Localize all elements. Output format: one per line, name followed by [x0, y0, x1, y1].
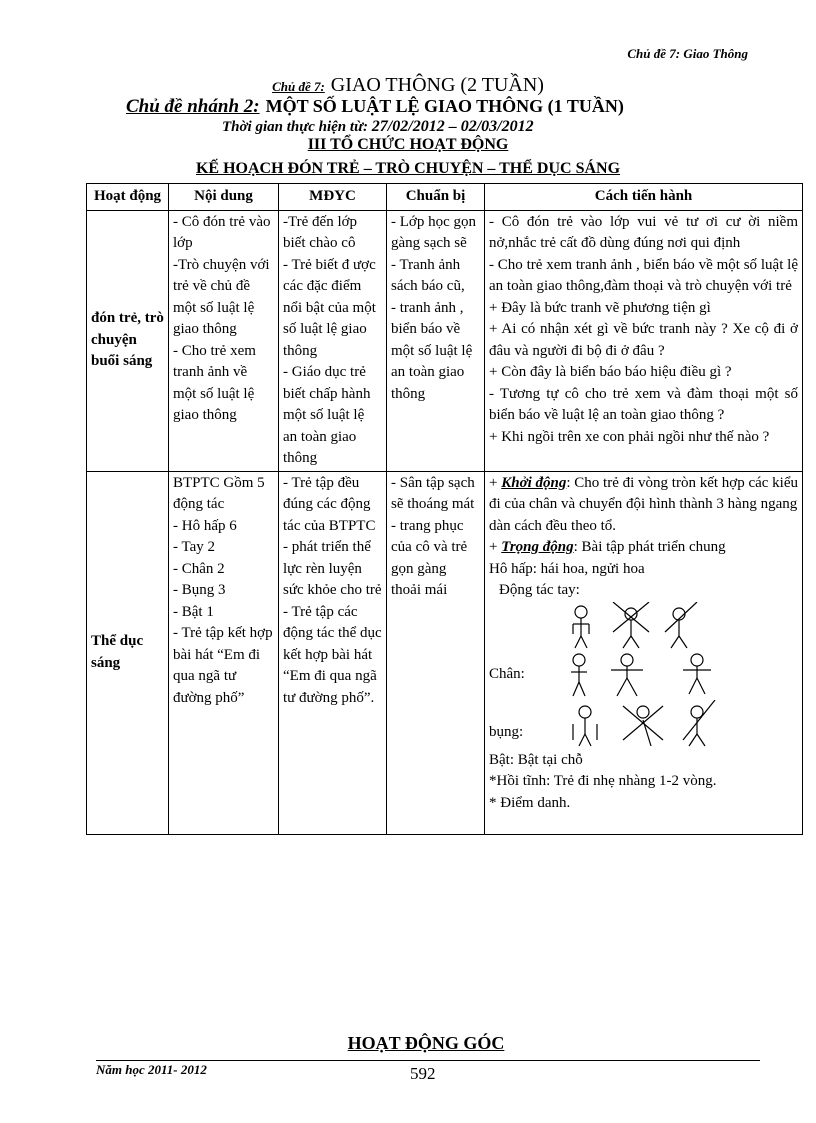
hoi-tinh-line: *Hồi tĩnh: Trẻ đi nhẹ nhàng 1-2 vòng.: [489, 773, 717, 789]
cell-mdyc: [279, 210, 387, 471]
row-label-the-duc: Thể dục sáng: [87, 471, 169, 835]
text-line: -Trò chuyện với trẻ về chủ đề một số luật lệ giao thông: [173, 256, 270, 337]
text-line: + Khi ngồi trên xe con phải ngồi như thế nào ?: [489, 428, 770, 445]
text-line: - Trẻ tập đều đúng các động tác của BTPTC: [283, 474, 376, 534]
col-header-mdyc: MĐYC: [279, 184, 387, 211]
subtopic-label: Chủ đề nhánh 2:: [126, 96, 260, 117]
footer-divider: [96, 1060, 760, 1061]
chan-label: Chân:: [489, 665, 525, 682]
col-header-noi-dung: Nội dung: [169, 184, 279, 211]
text-line: BTPTC Gồm 5 động tác: [173, 474, 265, 512]
text-line: - Hô hấp 6: [173, 517, 237, 534]
text-line: - Cô đón trẻ vào lớp: [173, 213, 271, 251]
plan-title: KẾ HOẠCH ĐÓN TRẺ – TRÒ CHUYỆN – THỂ DỤC SÁNG: [195, 160, 621, 177]
text-line: - Sân tập sạch sẽ thoáng mát: [391, 474, 475, 512]
row-label-don-tre: đón trẻ, trò chuyện buổi sáng: [87, 210, 169, 471]
text-line: - trang phục của cô và trẻ gọn gàng thoải mái: [391, 517, 468, 598]
bung-label: bụng:: [489, 723, 524, 740]
trong-dong-line: [489, 537, 798, 559]
cell-noi-dung: [169, 210, 279, 471]
text-line: - Bụng 3: [173, 582, 226, 598]
plus-sign: +: [489, 474, 502, 491]
text-line: - Trẻ tập kết hợp bài hát “Em đi qua ngã tư đường phố”: [173, 625, 273, 706]
cell-chuan-bi: [387, 471, 485, 835]
text-line: - Cho trẻ xem tranh ảnh về một số luật lệ giao thông: [173, 342, 256, 423]
footer-school-year: Năm học 2011- 2012: [96, 1062, 207, 1077]
khoi-dong-text: : Cho trẻ đi vòng tròn kết hợp các kiểu đi của chân và chuyển đội hình thành 3 hàng ngang dàn cách đều theo tổ.: [489, 474, 799, 534]
col-header-cach-tien-hanh: Cách tiến hành: [485, 184, 803, 211]
khoi-dong-label: Khởi động: [501, 474, 567, 491]
cell-noi-dung: [169, 471, 279, 835]
table-row: [87, 471, 803, 835]
cell-cach-tien-hanh: [485, 471, 803, 835]
time-label: Thời gian thực hiện từ:: [222, 119, 369, 135]
text-line: - Cô đón trẻ vào lớp vui vẻ tư ơi cư ời niềm nở,nhắc trẻ cất đồ dùng đúng nơi qui định: [489, 213, 798, 251]
khoi-dong-line: [489, 473, 798, 538]
text-line: - Lớp học gọn gàng sạch sẽ: [391, 213, 476, 251]
topic-label: Chủ đề 7:: [272, 79, 325, 94]
page-number: 592: [410, 1064, 436, 1083]
stick-figures-arms-icon: [569, 602, 729, 652]
dong-tac-tay-line: Động tác tay:: [499, 582, 580, 598]
topic-value: GIAO THÔNG (2 TUẦN): [330, 74, 544, 96]
text-line: - Trẻ biết đ ược các đặc điểm nổi bật của một số luật lệ giao thông: [283, 256, 376, 359]
table-header-row: [87, 184, 803, 211]
header-topic-corner: Chủ đề 7: Giao Thông: [627, 46, 748, 61]
time-value: 27/02/2012 – 02/03/2012: [371, 118, 534, 135]
text-line: - Tương tự cô cho trẻ xem và đàm thoại một số biển báo về luật lệ an toàn giao thông ?: [489, 385, 798, 423]
subtopic-line: [126, 95, 624, 118]
diem-danh-line: * Điểm danh.: [489, 794, 571, 811]
cell-chuan-bi: [387, 210, 485, 471]
cell-mdyc: [279, 471, 387, 835]
text-line: - Tay 2: [173, 539, 215, 555]
text-line: - Bật 1: [173, 603, 214, 620]
time-line: [222, 118, 534, 136]
bat-line: Bật: Bật tại chỗ: [489, 751, 583, 768]
table-row: [87, 210, 803, 471]
text-line: - Trẻ tập các động tác thể dục kết hợp bài hát “Em đi qua ngã tư đường phố”.: [283, 603, 382, 706]
text-line: + Ai có nhận xét gì về bức tranh này ? Xe cộ đi ở đâu và người đi bộ đi ở đâu ?: [489, 321, 798, 359]
text-line: - Chân 2: [173, 560, 225, 577]
text-line: - Cho trẻ xem tranh ảnh , biển báo về một số luật lệ an toàn giao thông,đàm thoại và trò chuyện với trẻ: [489, 256, 798, 294]
text-line: - Giáo dục trẻ biết chấp hành một số luật lệ an toàn giao thông: [283, 364, 371, 466]
text-line: - tranh ảnh , biển báo về một số luật lệ an toàn giao thông: [391, 299, 473, 402]
plan-table: [86, 183, 803, 835]
arm-figures: [489, 602, 798, 652]
ho-hap-line: Hô hấp: hái hoa, ngửi hoa: [489, 560, 645, 577]
text-line: - phát triển thể lực rèn luyện sức khỏe cho trẻ: [283, 539, 382, 598]
text-line: - Tranh ảnh sách báo cũ,: [391, 256, 465, 294]
stick-figures-belly-icon: [565, 700, 745, 750]
col-header-hoat-dong: Hoạt động: [87, 184, 169, 211]
text-line: -Trẻ đến lớp biết chào cô: [283, 213, 358, 251]
plus-sign: +: [489, 539, 502, 555]
section-title: III TỔ CHỨC HOẠT ĐỘNG: [307, 136, 509, 153]
col-header-chuan-bi: Chuẩn bị: [387, 184, 485, 211]
section-hoat-dong-goc: HOẠT ĐỘNG GÓC: [347, 1033, 505, 1053]
trong-dong-text: : Bài tập phát triển chung: [573, 539, 726, 555]
text-line: + Đây là bức tranh vẽ phương tiện gì: [489, 299, 711, 316]
belly-figures: [489, 700, 798, 750]
cell-cach-tien-hanh: [485, 210, 803, 471]
trong-dong-label: Trọng động: [501, 539, 574, 555]
stick-figures-legs-icon: [565, 652, 745, 700]
subtopic-value: MỘT SỐ LUẬT LỆ GIAO THÔNG (1 TUẦN): [265, 96, 624, 116]
text-line: + Còn đây là biển báo báo hiệu điều gì ?: [489, 364, 732, 380]
topic-line: [0, 74, 816, 97]
leg-figures: [489, 652, 798, 700]
